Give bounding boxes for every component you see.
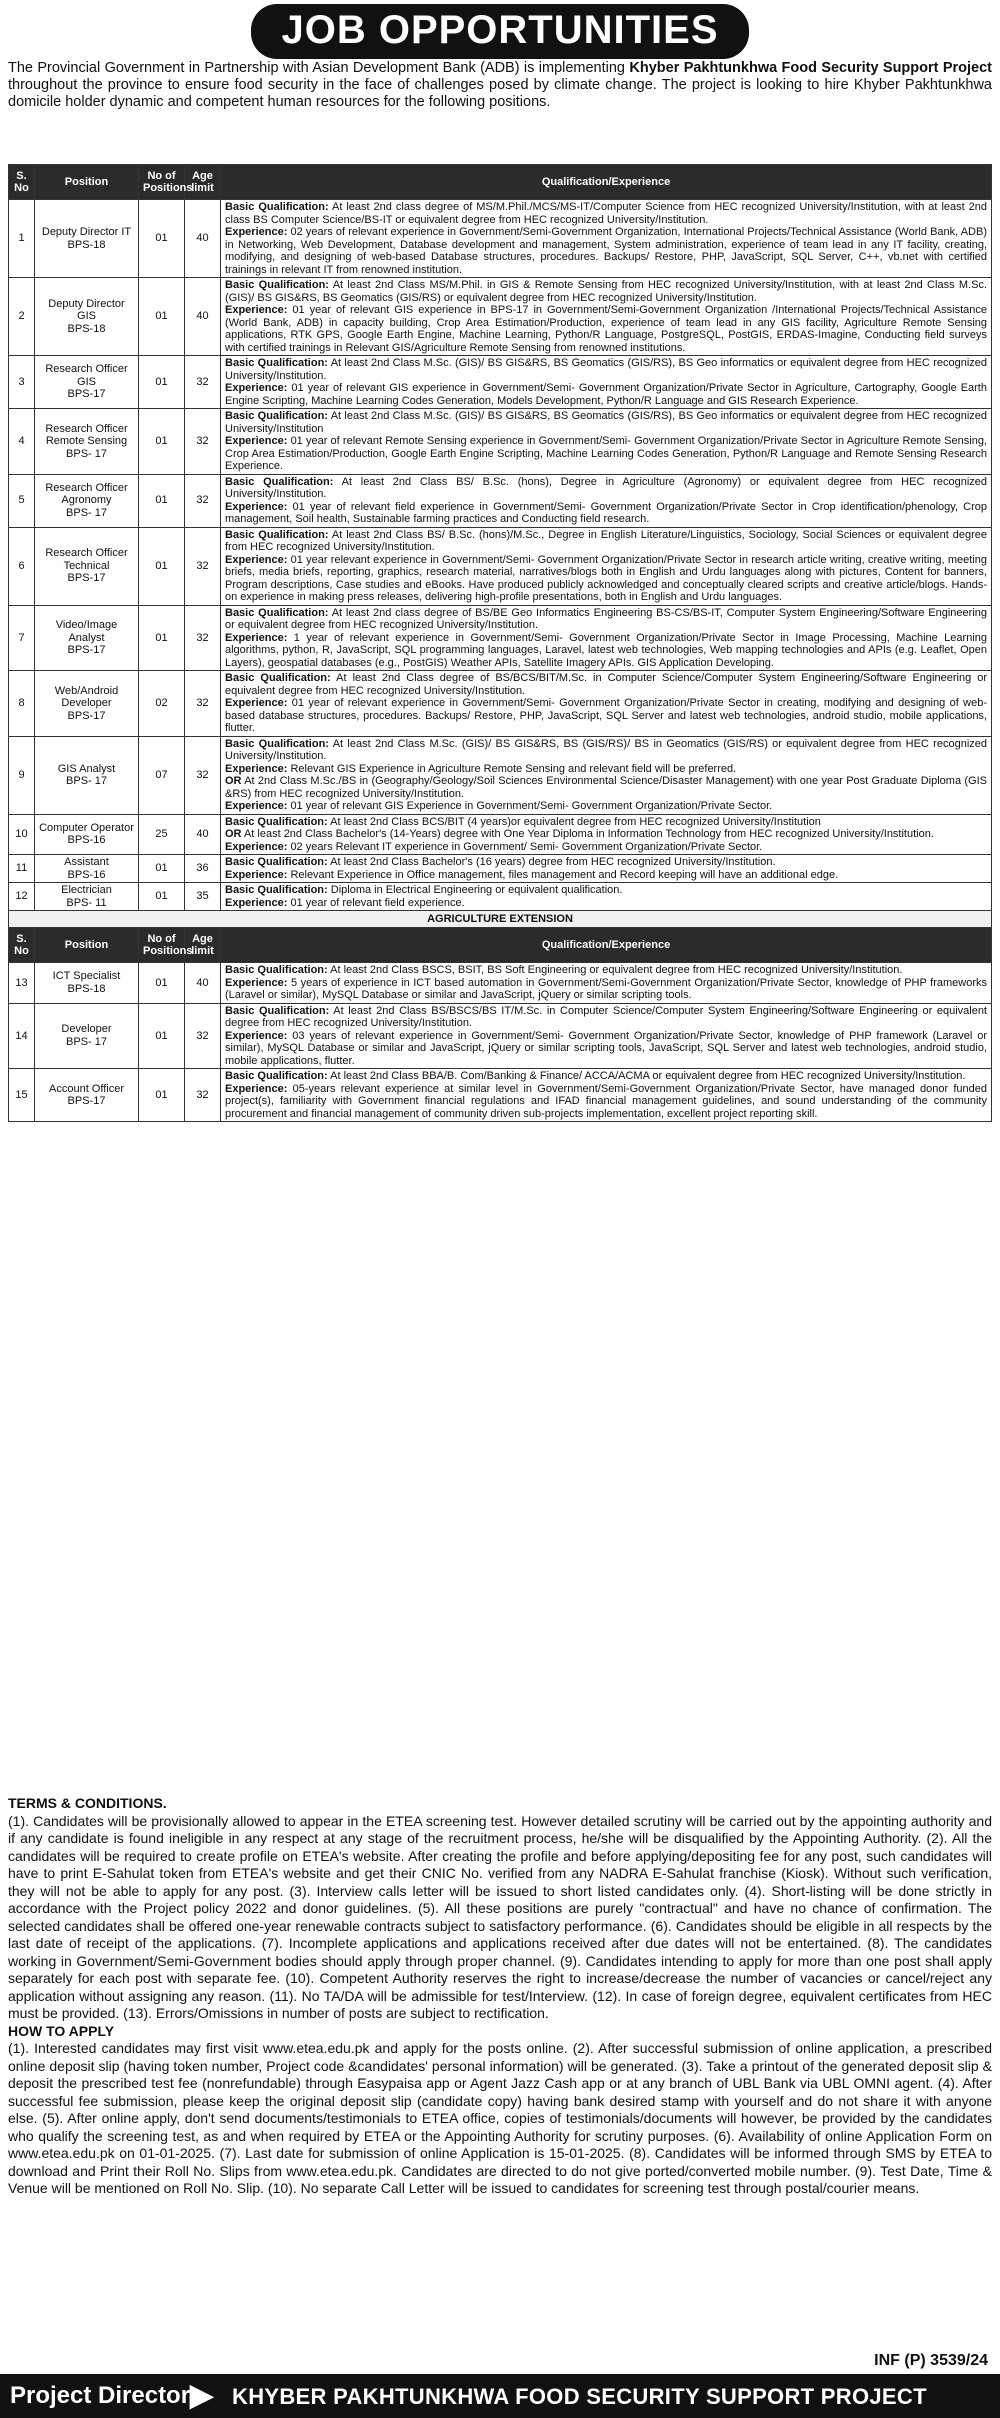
qualification-cell xyxy=(221,855,992,883)
table-row xyxy=(9,963,992,1004)
qualification-line xyxy=(225,672,987,697)
positions-count-cell xyxy=(139,527,185,605)
qualification-label: Basic Qualification: xyxy=(225,856,328,868)
age-limit-cell xyxy=(185,527,221,605)
table-row xyxy=(9,356,992,409)
positions-count-cell xyxy=(139,605,185,671)
qualification-text: 01 year of relevant GIS experience in BPS-17 in Government/Semi-Government Organization /International Projects/Technical Assistance (World Bank, ADB) in capacity building, Crop Area Estimation/Production, experience of team lead in any GIS facility, Agriculture Remote Sensing applications, RTK GPS, Google Earth Engine, Machine Learning, Python/R Language, PostgreSQL, PostGIS, ERDAS-Imagine, Conducting field surveys with certified trainings in Relevant GIS/Agriculture Remote Sensing from renowned institutions. xyxy=(225,304,987,354)
header-qualification: Qualification/Experience xyxy=(221,928,992,963)
age-limit-cell xyxy=(185,200,221,278)
qualification-text: At least 2nd Class BCS/BIT (4 years)or equivalent degree from HEC recognized University/Institution xyxy=(330,815,821,828)
qualification-cell xyxy=(221,278,992,356)
qualification-cell xyxy=(221,527,992,605)
qualification-line xyxy=(225,529,987,554)
qualification-line xyxy=(225,632,987,670)
page-title: JOB OPPORTUNITIES xyxy=(251,4,748,59)
qualification-line xyxy=(225,800,987,813)
age-limit: 32 xyxy=(196,494,209,507)
qualification-text: At least 2nd Class M.Sc. (GIS)/ BS GIS&RS, BS Geomatics (GIS/RS), BS Geo informatics or equivalent degree from HEC recognized University/Institution xyxy=(225,410,987,435)
jobs-table xyxy=(8,164,992,1122)
sno-cell xyxy=(9,409,35,475)
position-title: Electrician xyxy=(61,884,112,896)
qualification-line xyxy=(225,1083,987,1121)
age-limit: 36 xyxy=(196,862,209,875)
qualification-text: 5 years of experience in ICT based automation in Government/Semi-Government Organization/Private Sector, knowledge of PHP frameworks (Laravel or similar), MySQL Database or similar and JavaScript, jQuery or similar scripting tools. xyxy=(225,976,987,1001)
qualification-line xyxy=(225,554,987,604)
qualification-line xyxy=(225,697,987,735)
age-limit-cell xyxy=(185,474,221,527)
position-cell xyxy=(35,605,139,671)
qualification-line xyxy=(225,841,987,854)
age-limit: 40 xyxy=(196,976,209,989)
age-limit-cell xyxy=(185,736,221,814)
terms-heading: TERMS & CONDITIONS. xyxy=(8,1795,167,1811)
positions-count: 01 xyxy=(155,1029,168,1042)
age-limit-cell xyxy=(185,814,221,855)
positions-count-cell xyxy=(139,1069,185,1122)
qualification-line xyxy=(225,304,987,354)
qualification-label: Basic Qualification: xyxy=(225,1004,330,1017)
sno: 11 xyxy=(15,862,28,875)
section-title: AGRICULTURE EXTENSION xyxy=(9,911,992,928)
qualification-line xyxy=(225,856,987,869)
positions-count-cell xyxy=(139,814,185,855)
qualification-label: Basic Qualification: xyxy=(225,528,329,541)
sno-cell xyxy=(9,883,35,911)
header-sno: S. No xyxy=(9,165,35,200)
age-limit-cell xyxy=(185,1003,221,1069)
age-limit-cell xyxy=(185,671,221,737)
positions-count: 01 xyxy=(155,559,168,572)
table-row xyxy=(9,1069,992,1122)
position-title: Deputy Director IT xyxy=(41,226,132,238)
sno: 15 xyxy=(15,1088,28,1101)
table-header-row xyxy=(9,928,992,963)
sno: 14 xyxy=(15,1029,28,1042)
intro-paragraph: The Provincial Government in Partnership with Asian Development Bank (ADB) is implementing Khyber Pakhtunkhwa Food Security Support Project throughout the province to ensure food security in the face of challenges posed by climate change. The project is looking to hire Khyber Pakhtunkhwa domicile holder dynamic and competent human resources for the following positions. xyxy=(8,60,992,110)
sno-cell xyxy=(9,1069,35,1122)
positions-count-cell xyxy=(139,474,185,527)
positions-count: 01 xyxy=(155,862,168,875)
position-bps: BPS-18 xyxy=(67,238,106,251)
qualification-text: Relevant GIS Experience in Agriculture Remote Sensing and relevant field will be preferred. xyxy=(290,762,737,775)
apply-heading: HOW TO APPLY xyxy=(8,2022,115,2039)
qualification-line xyxy=(225,775,987,800)
position-title: Assistant xyxy=(64,856,109,868)
qualification-label: Basic Qualification: xyxy=(225,606,329,619)
sno-cell xyxy=(9,814,35,855)
positions-count-cell xyxy=(139,278,185,356)
position-bps: BPS-17 xyxy=(67,572,106,585)
sno: 12 xyxy=(15,890,28,903)
qualification-text: At least 2nd class degree of MS/M.Phil./MCS/MS-IT/Computer Science from HEC recognized University/Institution, with at least 2nd class BS Computer Science/BS-IT or equivalent degree from HEC recognized University/Institution. xyxy=(225,201,987,226)
age-limit-cell xyxy=(185,963,221,1004)
sno: 9 xyxy=(18,768,25,781)
position-bps: BPS-17 xyxy=(67,709,106,722)
qualification-text: At least 2nd Class Bachelor's (16 years) degree from HEC recognized University/Institution. xyxy=(330,856,776,868)
positions-count-cell xyxy=(139,671,185,737)
qualification-text: 01 year of relevant GIS experience in Government/Semi- Government Organization/Private Sector in Agriculture, Cartography, Google Earth Engine Scripting, Machine Learning Codes Generation, Models Development, Python/R Language and GIS Research Experience. xyxy=(225,382,987,407)
table-row xyxy=(9,474,992,527)
qualification-label: Basic Qualification: xyxy=(225,964,328,976)
age-limit-cell xyxy=(185,356,221,409)
positions-count-cell xyxy=(139,855,185,883)
age-limit-cell xyxy=(185,855,221,883)
footer-director: Project Director xyxy=(10,2382,191,2409)
qualification-text: At least 2nd Class M.Sc. (GIS)/ BS GIS&RS, BS Geomatics (GIS/RS), BS Geo informatics or equivalent degree from HEC recognized University/Institution. xyxy=(225,357,987,382)
title-banner xyxy=(0,0,1000,58)
qualification-text: 01 year of relevant experience in Government/Semi- Government Organization/Private Sector in creating, modifying and designing of web-based database structures, procedures. Backups/ Restore, PHP, JavaScript, SQL Server and latest web technologies, android studio, mobile applications, flutter. xyxy=(225,697,988,734)
qualification-text: 02 years of relevant experience in Government/Semi-Government Organization, International Projects/Technical Assistance (World Bank, ADB) in Networking, Web Development, Database development and management, System administration, experience of team lead in any IT facility, creating, modifying, and designing of web-based Database structures, procedures. Backups/ Restore, PHP, JavaScript, SQL Server, C++, vb.net with certified trainings in relevant IT from renowned institution. xyxy=(225,226,988,276)
qualification-line xyxy=(225,357,987,382)
qualification-label: Basic Qualification: xyxy=(225,672,331,684)
table-row xyxy=(9,855,992,883)
qualification-line xyxy=(225,476,987,501)
age-limit: 32 xyxy=(196,435,209,447)
qualification-text: 01 year relevant experience in Government/Semi- Government Organization/Private Sector in research article writing, creative writing, meeting briefs, media briefs, reporting, graphics, research material, narratives/blogs both in English and Urdu languages along with pictures, Content for banners, Program descriptions, Case studies and eBooks. Have produced publicly acknowledged and conceptually cleared scripts and creative article/blogs. Hands-on experience in making press releases, delivering high-profile presentations, both in English and Urdu languages. xyxy=(225,553,987,603)
qualification-line xyxy=(225,738,987,763)
footer-bar xyxy=(0,2374,1000,2418)
sno: 7 xyxy=(18,631,25,644)
qualification-line xyxy=(225,964,987,977)
sno-cell xyxy=(9,736,35,814)
header-position: Position xyxy=(35,928,139,963)
qualification-label: OR xyxy=(225,828,242,840)
qualification-text: Relevant Experience in Office management, files management and Record keeping will have an additional edge. xyxy=(290,868,839,881)
qualification-label: Experience: xyxy=(225,1029,288,1042)
qualification-line xyxy=(225,201,987,226)
qualification-text: At least 2nd Class BS/BSCS/BS IT/M.Sc. in Computer Science/Computer System Engineering/Software Engineering or equivalent degree from HEC recognized University/Institution. xyxy=(225,1004,987,1029)
sno-cell xyxy=(9,855,35,883)
qualification-line xyxy=(225,884,987,897)
sno-cell xyxy=(9,278,35,356)
qualification-line xyxy=(225,1005,987,1030)
qualification-label: Experience: xyxy=(225,1082,288,1095)
position-title: Account Officer xyxy=(49,1082,124,1095)
sno: 3 xyxy=(18,375,25,388)
qualification-label: Basic Qualification: xyxy=(225,475,334,488)
qualification-text: 03 years of relevant experience in Government/Semi- Government Organization/Private Sector, knowledge of PHP framework (Laravel or similar), MySQL Database or similar and JavaScript, jQuery or similar scripting tools, JavaScript, SQL Server and latest web technologies, android studio, mobile applications, flutter. xyxy=(225,1029,987,1067)
position-cell xyxy=(35,855,139,883)
position-cell xyxy=(35,814,139,855)
table-row xyxy=(9,814,992,855)
project-name: Khyber Pakhtunkhwa Food Security Support Project xyxy=(629,60,992,76)
sno-cell xyxy=(9,200,35,278)
positions-count-cell xyxy=(139,200,185,278)
age-limit: 35 xyxy=(196,890,209,903)
position-cell xyxy=(35,883,139,911)
qualification-label: Basic Qualification: xyxy=(225,357,328,369)
qualification-text: 02 years Relevant IT experience in Government/ Semi- Government Organization/Private Sector. xyxy=(290,840,763,853)
age-limit: 32 xyxy=(196,559,209,572)
table-row xyxy=(9,278,992,356)
sno-cell xyxy=(9,963,35,1004)
table-row xyxy=(9,409,992,475)
position-cell xyxy=(35,356,139,409)
table-row xyxy=(9,736,992,814)
header-positions: No of Positions xyxy=(139,928,185,963)
terms-section xyxy=(8,1795,992,2198)
position-bps: BPS- 17 xyxy=(66,775,107,787)
qualification-label: Basic Qualification: xyxy=(225,279,329,291)
position-title: Developer xyxy=(61,1023,112,1036)
sno-cell xyxy=(9,1003,35,1069)
qualification-cell xyxy=(221,605,992,671)
age-limit: 32 xyxy=(196,768,209,781)
position-bps: BPS-17 xyxy=(67,644,106,656)
table-header-row xyxy=(9,165,992,200)
age-limit: 32 xyxy=(196,631,209,644)
qualification-line xyxy=(225,763,987,776)
table-row xyxy=(9,200,992,278)
position-cell xyxy=(35,409,139,475)
qualification-text: At 2nd Class M.Sc./BS in (Geography/Geology/Soil Sciences Environmental Science/Disaster Management) with one year Post Graduate Diploma (GIS &RS) from HEC recognized University/Institution. xyxy=(225,775,987,800)
age-limit: 40 xyxy=(196,310,209,323)
qualification-label: Experience: xyxy=(225,762,288,775)
position-bps: BPS-17 xyxy=(67,388,106,401)
position-bps: BPS- 17 xyxy=(66,506,107,519)
qualification-label: Experience: xyxy=(225,382,288,394)
positions-count-cell xyxy=(139,883,185,911)
footer-project: KHYBER PAKHTUNKHWA FOOD SECURITY SUPPORT PROJECT xyxy=(232,2384,927,2409)
sno: 1 xyxy=(18,232,25,245)
position-cell xyxy=(35,736,139,814)
qualification-text: 05-years relevant experience at similar level in Government/Semi-Government Organization/Private Sector, have managed donor funded project(s), familiarity with Government financial regulations and IFAD financial management guidelines, and sound understanding of the community procurement and financial management of community driven sub-projects implementation, excellent project reporting skill. xyxy=(225,1082,988,1120)
header-position: Position xyxy=(35,165,139,200)
position-title: Research Officer Technical xyxy=(45,547,128,572)
qualification-cell xyxy=(221,1003,992,1069)
qualification-line xyxy=(225,977,987,1002)
position-cell xyxy=(35,671,139,737)
qualification-cell xyxy=(221,671,992,737)
header-qualification: Qualification/Experience xyxy=(221,165,992,200)
qualification-cell xyxy=(221,409,992,475)
qualification-line xyxy=(225,816,987,829)
positions-count-cell xyxy=(139,1003,185,1069)
header-positions: No of Positions xyxy=(139,165,185,200)
arrow-icon: ▶ xyxy=(190,2379,214,2412)
sno: 4 xyxy=(18,435,25,447)
position-title: Research Officer GIS xyxy=(45,363,128,388)
qualification-line xyxy=(225,435,987,473)
qualification-label: Experience: xyxy=(225,976,288,989)
qualification-label: Basic Qualification: xyxy=(225,737,329,750)
qualification-text: At least 2nd Class M.Sc. (GIS)/ BS GIS&RS, BS (GIS/RS)/ BS in Geomatics (GIS/RS) or equivalent degree from HEC recognized University/Institution. xyxy=(225,737,987,762)
position-bps: BPS-16 xyxy=(67,834,106,847)
qualification-line xyxy=(225,607,987,632)
reference-number: INF (P) 3539/24 xyxy=(874,2352,988,2369)
header-age: Age limit xyxy=(185,928,221,963)
position-bps: BPS-17 xyxy=(67,1095,106,1107)
qualification-label: Experience: xyxy=(225,304,288,316)
age-limit: 40 xyxy=(196,232,209,245)
qualification-line xyxy=(225,1070,987,1083)
position-bps: BPS- 11 xyxy=(66,896,107,909)
positions-count: 25 xyxy=(155,828,168,840)
position-bps: BPS- 17 xyxy=(66,1035,107,1048)
positions-count: 01 xyxy=(155,976,168,989)
age-limit: 32 xyxy=(196,1088,209,1101)
qualification-line xyxy=(225,279,987,304)
apply-text: (1). Interested candidates may first visit www.etea.edu.pk and apply for the posts online. (2). After successful submission of online application, a prescribed online deposit slip (having token number, Project code &candidates' personal information) will be generated. (3). Take a printout of the generated deposit slip & deposit the prescribed test fee (nonrefundable) through Easypaisa app or Agent Jazz Cash app or at any branch of UBL Bank via UBL OMNI agent. (4). After successful fee submission, please keep the original deposit slip (candidate copy) having bank desired stamp with yourself and do not share it with anyone else. (5). After online apply, don't send documents/testimonials to ETEA office, copies of testimonials/documents will however, be provided by the candidates who qualify the screening test, as and when required by ETEA or the Appointing Authority for scrutiny purposes. (6). Availability of online Application Form on www.etea.edu.pk on 01-01-2025. (7). Last date for submission of online Application is 15-01-2025. (8). Candidates will be informed through SMS by ETEA to download and Print their Roll No. Slips from www.etea.edu.pk. Candidates are directed to do not give ported/converted mobile number. (9). Test Date, Time & Venue will be mentioned on Roll No. Slip. (10). No separate Call Letter will be issued to candidates for screening test through postal/courier means. xyxy=(8,2040,992,2196)
positions-count: 01 xyxy=(155,1088,168,1101)
qualification-label: Experience: xyxy=(225,435,288,447)
table-row xyxy=(9,671,992,737)
header-age: Age limit xyxy=(185,165,221,200)
qualification-line xyxy=(225,897,987,910)
position-title: ICT Specialist xyxy=(52,970,121,983)
age-limit: 32 xyxy=(196,1029,209,1042)
qualification-label: Experience: xyxy=(225,226,288,238)
qualification-label: Experience: xyxy=(225,800,288,812)
sno-cell xyxy=(9,605,35,671)
qualification-text: Diploma in Electrical Engineering or equivalent qualification. xyxy=(330,884,623,896)
position-cell xyxy=(35,200,139,278)
age-limit-cell xyxy=(185,883,221,911)
position-title: Computer Operator xyxy=(39,821,134,834)
age-limit: 32 xyxy=(196,697,209,709)
qualification-line xyxy=(225,501,987,526)
qualification-text: At least 2nd Class Bachelor's (14-Years) degree with One Year Diploma in Information Technology from HEC recognized University/Institution. xyxy=(243,828,934,840)
qualification-label: Basic Qualification: xyxy=(225,1070,328,1082)
age-limit-cell xyxy=(185,409,221,475)
qualification-label: Experience: xyxy=(225,697,288,709)
qualification-text: At least 2nd Class BS/ B.Sc. (hons)/M.Sc., Degree in English Literature/Linguistics, Sociology, Social Sciences or equivalent degree from HEC recognized University/Institution. xyxy=(225,528,987,553)
position-bps: BPS- 17 xyxy=(66,447,107,460)
positions-count: 01 xyxy=(155,631,168,644)
position-cell xyxy=(35,1003,139,1069)
qualification-label: Experience: xyxy=(225,553,288,566)
qualification-label: Experience: xyxy=(225,500,288,513)
qualification-cell xyxy=(221,200,992,278)
qualification-label: Experience: xyxy=(225,896,288,909)
qualification-text: At least 2nd Class BSCS, BSIT, BS Soft Engineering or equivalent degree from HEC recognized University/Institution. xyxy=(330,964,903,976)
position-cell xyxy=(35,1069,139,1122)
qualification-line xyxy=(225,410,987,435)
qualification-label: Basic Qualification: xyxy=(225,884,328,896)
position-cell xyxy=(35,474,139,527)
positions-count: 01 xyxy=(155,494,168,507)
sno-cell xyxy=(9,356,35,409)
qualification-text: 01 year of relevant Remote Sensing experience in Government/Semi- Government Organization/Private Sector in Agriculture Remote Sensing, Crop Area Estimation/Production, Google Earth Engine Scripting, Machine Learning Codes Generation, Python/R Language and Remote Sensing Research Experience. xyxy=(225,435,987,472)
position-title: Video/Image Analyst xyxy=(55,619,118,644)
qualification-label: OR xyxy=(225,775,242,787)
qualification-cell xyxy=(221,356,992,409)
positions-count: 01 xyxy=(155,310,168,323)
terms-text: (1). Candidates will be provisionally allowed to appear in the ETEA screening test. However detailed scrutiny will be carried out by the appointing authority and if any candidate is found ineligible in any respect at any stage of the recruitment process, he/she will be disqualified by the Appointing Authority. (2). All the candidates will be required to create profile on ETEA's website. After creating the profile and before applying/depositing fee for any post, such candidates will have to print E-Sahulat token from ETEA's website and get their CNIC No. verified from any NADRA E-Sahulat franchise (Kiosk). Without such verification, they will not be able to apply for any post. (3). Interview calls letter will be issued to short listed candidates only. (4). Short-listing will be done strictly in accordance with the Project policy 2022 and donor guidelines. (5). All these positions are purely "contractual" and have no chance of confirmation. The selected candidates shall be offered one-year renewable contracts subject to satisfactory performance. (6). Candidates should be eligible in all respects by the last date of receipt of the applications. (7). Incomplete applications and applications received after due dates will not be entertained. (8). The candidates working in Government/Semi-Government bodies should apply through proper channel. (9). Candidates intending to apply for more than one post shall apply separately for each post with separate fee. (10). Competent Authority reserves the right to increase/decrease the number of vacancies or cancel/reject any application without assigning any reason. (11). No TA/DA will be admissible for test/Interview. (12). In case of foreign degree, equivalent certificates from HEC must be provided. (13). Errors/Omissions in number of posts are subject to rectification. xyxy=(8,1812,992,2021)
position-cell xyxy=(35,963,139,1004)
qualification-text: At least 2nd Class MS/M.Phil. in GIS & Remote Sensing from HEC recognized University/Institution, with at least 2nd Class M.Sc. (GIS)/ BS GIS&RS, BS Geomatics (GIS/RS) or equivalent degree from HEC recognized University/Institution. xyxy=(225,279,987,304)
sno: 6 xyxy=(18,559,25,572)
positions-count-cell xyxy=(139,736,185,814)
sno: 8 xyxy=(18,697,25,709)
table-row xyxy=(9,883,992,911)
positions-count: 01 xyxy=(155,375,168,388)
sno: 5 xyxy=(18,494,25,507)
position-bps: BPS-16 xyxy=(67,868,106,881)
position-title: Research Officer Agronomy xyxy=(45,481,128,507)
positions-count: 01 xyxy=(155,435,168,447)
sno-cell xyxy=(9,527,35,605)
position-bps: BPS-18 xyxy=(67,322,106,335)
qualification-label: Basic Qualification: xyxy=(225,410,328,422)
age-limit-cell xyxy=(185,605,221,671)
positions-count: 07 xyxy=(155,768,168,781)
qualification-line xyxy=(225,226,987,276)
table-row xyxy=(9,1003,992,1069)
age-limit: 32 xyxy=(196,375,209,388)
qualification-line xyxy=(225,382,987,407)
qualification-label: Basic Qualification: xyxy=(225,815,328,828)
positions-count: 01 xyxy=(155,232,168,245)
sno-cell xyxy=(9,671,35,737)
positions-count: 01 xyxy=(155,890,168,903)
header-sno: S. No xyxy=(9,928,35,963)
position-cell xyxy=(35,278,139,356)
qualification-cell xyxy=(221,814,992,855)
qualification-text: At least 2nd Class BS/ B.Sc. (hons), Degree in Agriculture (Agronomy) or equivalent degree from HEC recognized University/Institution. xyxy=(225,475,987,500)
qualification-text: At least 2nd Class BBA/B. Com/Banking & Finance/ ACCA/ACMA or equivalent degree from HEC recognized University/Institution. xyxy=(330,1070,966,1082)
qualification-label: Basic Qualification: xyxy=(225,201,329,213)
qualification-line xyxy=(225,1030,987,1068)
position-title: Research Officer Remote Sensing xyxy=(45,422,128,447)
position-bps: BPS-18 xyxy=(67,982,106,995)
qualification-cell xyxy=(221,736,992,814)
qualification-text: 1 year of relevant experience in Government/Semi- Government Organization/Private Sector in Image Processing, Machine Learning algorithms, python, R, JavaScript, SQL programming languages, Laravel, latest web technologies, Web mapping technologies and APIs (e.g. Leaflet, Open Layers), geospatial databases (e.g., PostGIS) Weather APIs, Satellite Imagery APIs. GIS Application Developing. xyxy=(225,631,987,669)
sno-cell xyxy=(9,474,35,527)
qualification-line xyxy=(225,869,987,882)
table-row xyxy=(9,527,992,605)
section-row xyxy=(9,911,992,928)
sno: 10 xyxy=(15,828,28,840)
qualification-label: Experience: xyxy=(225,840,288,853)
qualification-label: Experience: xyxy=(225,631,288,644)
sno: 2 xyxy=(18,310,25,323)
position-cell xyxy=(35,527,139,605)
positions-count: 02 xyxy=(155,697,168,709)
qualification-label: Experience: xyxy=(225,868,288,881)
age-limit: 40 xyxy=(196,828,209,840)
table-row xyxy=(9,605,992,671)
position-title: Deputy Director GIS xyxy=(48,297,125,323)
positions-count-cell xyxy=(139,356,185,409)
positions-count-cell xyxy=(139,963,185,1004)
qualification-text: At least 2nd class degree of BS/BE Geo Informatics Engineering BS-CS/BS-IT, Computer System Engineering/Software Engineering or equivalent degree from HEC recognized University/Institution. xyxy=(225,606,987,631)
qualification-text: 01 year of relevant field experience. xyxy=(290,896,465,909)
position-title: Web/Android Developer xyxy=(54,684,119,709)
qualification-cell xyxy=(221,1069,992,1122)
age-limit-cell xyxy=(185,278,221,356)
qualification-text: 01 year of relevant GIS Experience in Government/Semi- Government Organization/Private Sector. xyxy=(290,800,773,812)
qualification-cell xyxy=(221,963,992,1004)
age-limit-cell xyxy=(185,1069,221,1122)
sno: 13 xyxy=(15,976,28,989)
positions-count-cell xyxy=(139,409,185,475)
qualification-text: 01 year of relevant field experience in Government/Semi- Government Organization/Private Sector in Crop identification/phenology, Crop management, Soil health, Sustainable farming practices and Conducting field research. xyxy=(225,500,988,525)
qualification-cell xyxy=(221,883,992,911)
qualification-text: At least 2nd Class degree of BS/BCS/BIT/M.Sc. in Computer Science/Computer System Engineering/Software Engineering or equivalent degree from HEC recognized University/Institution. xyxy=(225,672,988,697)
position-title: GIS Analyst xyxy=(57,762,116,775)
qualification-line xyxy=(225,828,987,841)
qualification-cell xyxy=(221,474,992,527)
